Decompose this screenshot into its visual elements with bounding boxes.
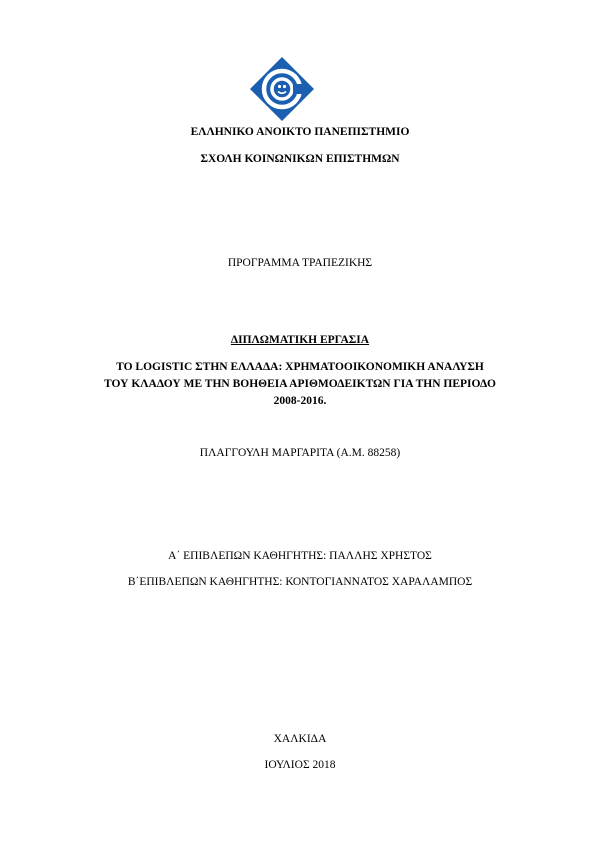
thesis-title-line-1: ΤΟ LOGISTIC ΣΤΗΝ ΕΛΛΑΔΑ: ΧΡΗΜΑΤΟΟΙΚΟΝΟΜΙΚΗ ΑΝΑΛΥΣΗ (116, 361, 484, 373)
author-line: ΠΛΑΓΓΟΥΛΗ ΜΑΡΓΑΡΙΤΑ (Α.Μ. 88258) (199, 447, 401, 459)
second-supervisor: Β΄ΕΠΙΒΛΕΠΩΝ ΚΑΘΗΓΗΤΗΣ: ΚΟΝΤΟΓΙΑΝΝΑΤΟΣ ΧΑΡΑΛΑΜΠΟΣ (127, 576, 473, 588)
thesis-heading: ΔΙΠΛΩΜΑΤΙΚΗ ΕΡΓΑΣΙΑ (230, 334, 370, 346)
first-supervisor: Α΄ ΕΠΙΒΛΕΠΩΝ ΚΑΘΗΓΗΤΗΣ: ΠΑΛΛΗΣ ΧΡΗΣΤΟΣ (168, 550, 432, 562)
university-name: ΕΛΛΗΝΙΚΟ ΑΝΟΙΚΤΟ ΠΑΝΕΠΙΣΤΗΜΙΟ (190, 126, 410, 138)
university-logo (249, 56, 315, 122)
thesis-title-line-2: ΤΟΥ ΚΛΑΔΟΥ ΜΕ ΤΗΝ ΒΟΗΘΕΙΑ ΑΡΙΘΜΟΔΕΙΚΤΩΝ ΓΙΑ ΤΗΝ ΠΕΡΙΟΔΟ (104, 378, 496, 390)
city: ΧΑΛΚΙΔΑ (273, 733, 327, 745)
date: ΙΟΥΛΙΟΣ 2018 (264, 759, 336, 771)
thesis-title-line-3: 2008-2016. (273, 395, 327, 407)
program-name: ΠΡΟΓΡΑΜΜΑ ΤΡΑΠΕΖΙΚΗΣ (227, 257, 373, 269)
school-name: ΣΧΟΛΗ ΚΟΙΝΩΝΙΚΩΝ ΕΠΙΣΤΗΜΩΝ (200, 153, 400, 165)
